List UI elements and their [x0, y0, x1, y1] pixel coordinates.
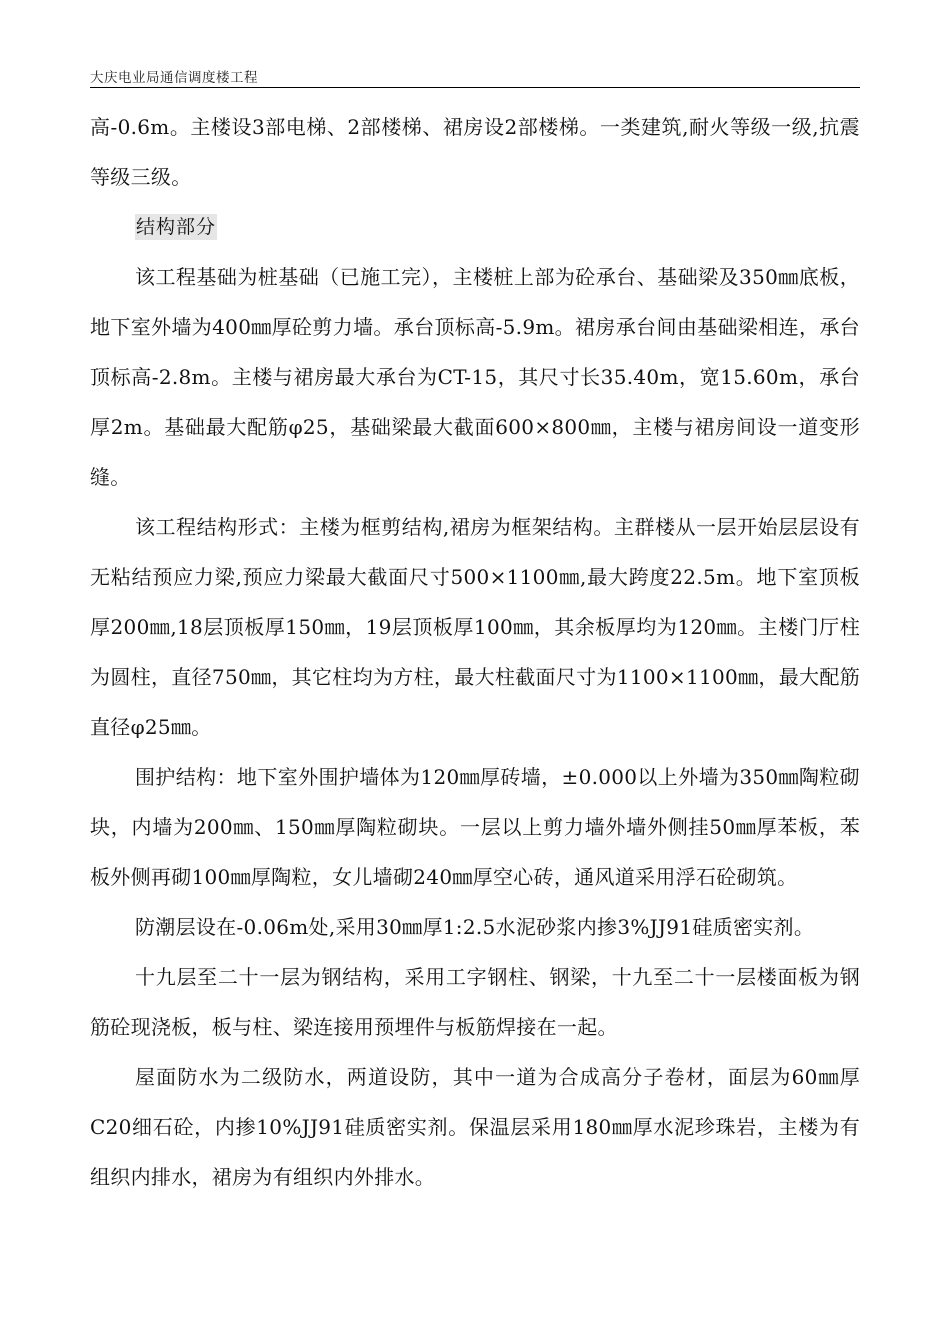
paragraph-steel-structure: 十九层至二十一层为钢结构，采用工字钢柱、钢梁，十九至二十一层楼面板为钢筋砼现浇板，板与柱、梁连接用预埋件与板筋焊接在一起。 — [90, 965, 860, 1039]
paragraph-roof-waterproofing: 屋面防水为二级防水，两道设防，其中一道为合成高分子卷材，面层为60㎜厚C20细石砼，内掺10%JJ91硅质密实剂。保温层采用180㎜厚水泥珍珠岩，主楼为有组织内排水，裙房为有组织内外排水。 — [90, 1065, 860, 1189]
paragraph-damp-proof: 防潮层设在-0.06m处,采用30㎜厚1:2.5水泥砂浆内掺3%JJ91硅质密实剂。 — [135, 915, 815, 939]
paragraph-foundation: 该工程基础为桩基础（已施工完），主楼桩上部为砼承台、基础梁及350㎜底板，地下室外墙为400㎜厚砼剪力墙。承台顶标高-5.9m。裙房承台间由基础梁相连，承台顶标高-2.8m。主楼与裙房最大承台为CT-15，其尺寸长35.40m，宽15.60m，承台厚2m。基础最大配筋φ25，基础梁最大截面600×800㎜，主楼与裙房间设一道变形缝。 — [90, 265, 860, 489]
paragraph-continued: 高-0.6m。主楼设3部电梯、2部楼梯、裙房设2部楼梯。一类建筑,耐火等级一级,抗震等级三级。 — [90, 115, 860, 189]
document-body — [90, 102, 860, 1202]
header-title: 大庆电业局通信调度楼工程 — [90, 70, 258, 86]
header-divider — [90, 87, 860, 88]
paragraph-enclosure: 围护结构：地下室外围护墙体为120㎜厚砖墙，±0.000以上外墙为350㎜陶粒砌块，内墙为200㎜、150㎜厚陶粒砌块。一层以上剪力墙外墙外侧挂50㎜厚苯板，苯板外侧再砌100㎜厚陶粒，女儿墙砌240㎜厚空心砖，通风道采用浮石砼砌筑。 — [90, 765, 860, 889]
section-heading-line — [90, 202, 860, 252]
paragraph-structure-form: 该工程结构形式：主楼为框剪结构,裙房为框架结构。主群楼从一层开始层层设有无粘结预应力梁,预应力梁最大截面尺寸500×1100㎜,最大跨度22.5m。地下室顶板厚200㎜,18层顶板厚150㎜，19层顶板厚100㎜，其余板厚均为120㎜。主楼门厅柱为圆柱，直径750㎜，其它柱均为方柱，最大柱截面尺寸为1100×1100㎜，最大配筋直径φ25㎜。 — [90, 515, 860, 739]
section-heading: 结构部分 — [136, 216, 217, 238]
page-header — [90, 66, 860, 86]
